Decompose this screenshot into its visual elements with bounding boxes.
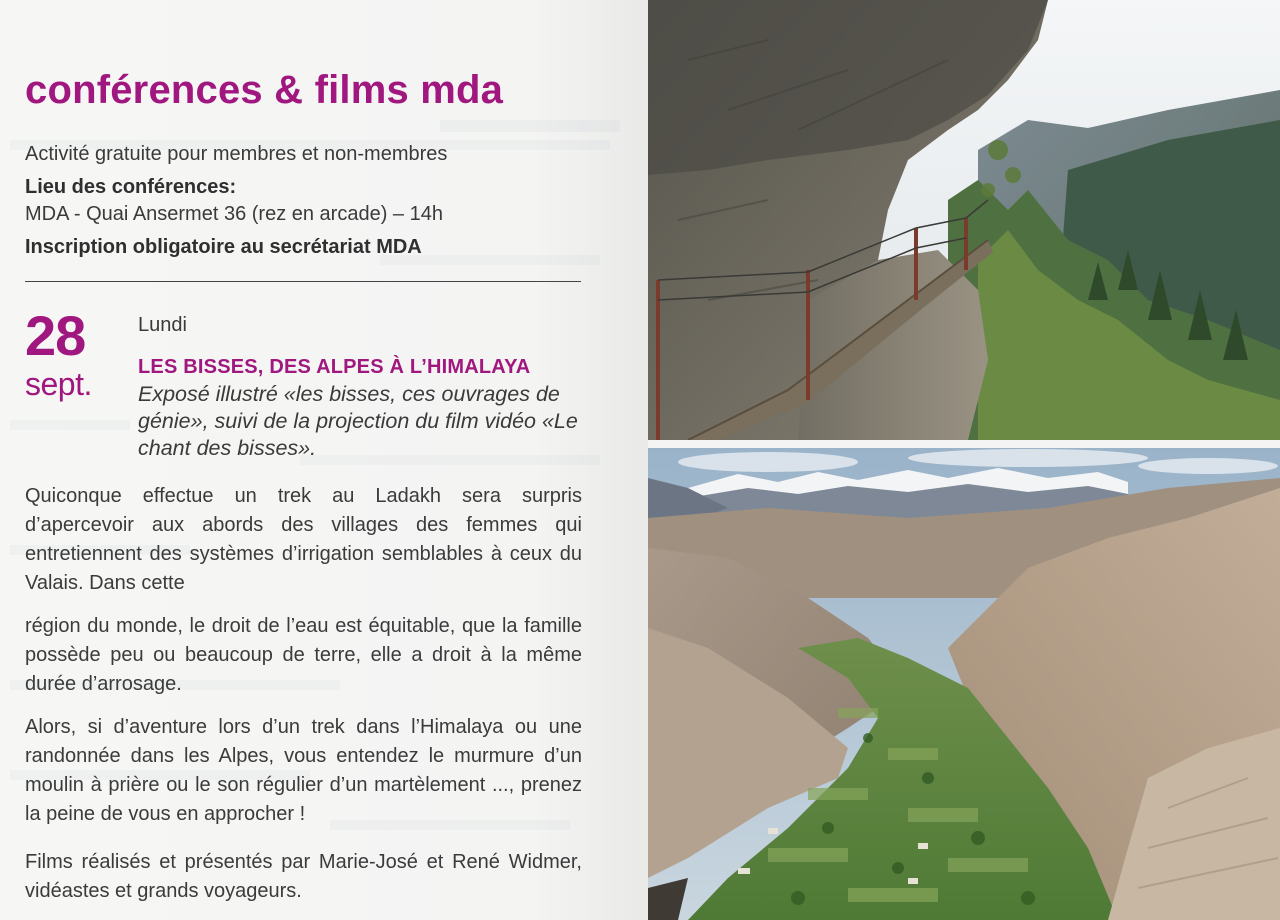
- paragraph-water-rights: région du monde, le droit de l’eau est équitable, que la famille possède peu ou beaucoup de terre, elle a droit à la même durée d’arrosage.: [25, 615, 582, 695]
- photo-cliff-walkway: [648, 0, 1280, 440]
- ladakh-valley-image: [648, 448, 1280, 920]
- venue-label: Lieu des conférences:: [25, 176, 237, 198]
- event-date: [25, 304, 125, 402]
- paragraph-ladakh: Quiconque effectue un trek au Ladakh sera surpris d’apercevoir aux abords des villages des femmes qui entretiennent des systèmes d’irrigation semblables à ceux du Valais. Dans cette: [25, 485, 582, 594]
- photo-ladakh-valley: [648, 448, 1280, 920]
- registration-note: Inscription obligatoire au secrétariat MDA: [25, 236, 422, 258]
- paragraph-approach: Alors, si d’aventure lors d’un trek dans l’Himalaya ou une randonnée dans les Alpes, vous entendez le murmure d’un moulin à prière ou le son régulier d’un martèlement ..., prenez la peine de vous en approcher !: [25, 716, 582, 825]
- free-activity-note: Activité gratuite pour membres et non-membres: [25, 143, 448, 165]
- event-weekday: Lundi: [138, 314, 187, 336]
- venue-address: MDA - Quai Ansermet 36 (rez en arcade) – 14h: [25, 203, 443, 225]
- event-subtitle: Exposé illustré «les bisses, ces ouvrages de génie», suivi de la projection du film vidéo «Le chant des bisses».: [138, 382, 578, 460]
- divider: [25, 281, 581, 282]
- page-title: conférences & films mda: [25, 68, 504, 112]
- event-month: sept.: [25, 366, 92, 402]
- event-day-number: 28: [25, 304, 86, 367]
- event-title: LES BISSES, DES ALPES À L’HIMALAYA: [138, 356, 531, 378]
- paragraph-credits: Films réalisés et présentés par Marie-José et René Widmer, vidéastes et grands voyageurs.: [25, 851, 582, 902]
- cliff-walkway-image: [648, 0, 1280, 440]
- photo-separator: [648, 440, 1280, 448]
